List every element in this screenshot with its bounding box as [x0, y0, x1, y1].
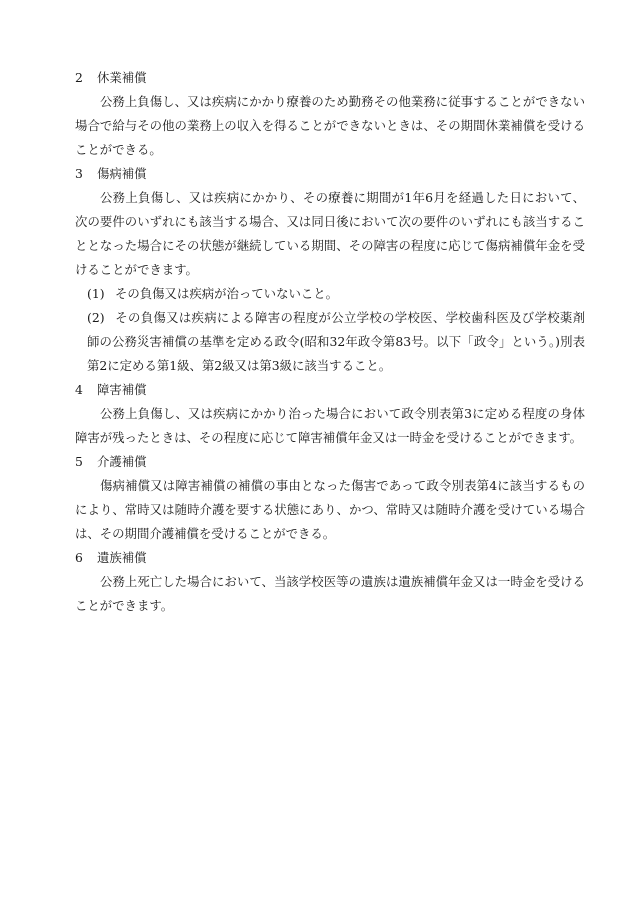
item-number: (1) — [87, 286, 105, 301]
section-paragraph: 公務上死亡した場合において、当該学校医等の遺族は遺族補償年金又は一時金を受けることができます。 — [75, 574, 585, 613]
section-paragraph: 公務上負傷し、又は疾病にかかり療養のため勤務その他業務に従事することができない場合で給与その他の業務上の収入を得ることができないときは、その期間休業補償を受けることができる。 — [75, 94, 585, 157]
section-title: 障害補償 — [97, 382, 147, 397]
section-kyugyo-hosho — [75, 66, 585, 162]
section-heading — [75, 162, 585, 186]
section-number: 5 — [75, 454, 83, 469]
section-heading — [75, 450, 585, 474]
section-title: 傷病補償 — [97, 166, 147, 181]
section-kaigo-hosho — [75, 450, 585, 546]
section-heading — [75, 66, 585, 90]
item-text: その負傷又は疾病による障害の程度が公立学校の学校医、学校歯科医及び学校薬剤師の公務災害補償の基準を定める政令(昭和32年政令第83号。以下「政令」という。)別表第2に定める第1級、第2級又は第3級に該当すること。 — [87, 310, 585, 373]
section-title: 遺族補償 — [97, 550, 147, 565]
section-number: 6 — [75, 550, 83, 565]
item-number: (2) — [87, 310, 105, 325]
section-paragraph: 公務上負傷し、又は疾病にかかり治った場合において政令別表第3に定める程度の身体障害が残ったときは、その程度に応じて障害補償年金又は一時金を受けることができます。 — [75, 406, 585, 445]
document-body — [75, 66, 585, 618]
section-izoku-hosho — [75, 546, 585, 618]
section-number: 3 — [75, 166, 83, 181]
section-shobyo-hosho — [75, 162, 585, 378]
requirement-item — [75, 306, 585, 378]
section-paragraph: 公務上負傷し、又は疾病にかかり、その療養に期間が1年6月を経過した日において、次の要件のいずれにも該当する場合、又は同日後において次の要件のいずれにも該当することとなった場合にその状態が継続している期間、その障害の程度に応じて傷病補償年金を受けることができます。 — [75, 190, 585, 277]
section-heading — [75, 546, 585, 570]
section-number: 2 — [75, 70, 83, 85]
section-paragraph: 傷病補償又は障害補償の補償の事由となった傷害であって政令別表第4に該当するものにより、常時又は随時介護を要する状態にあり、かつ、常時又は随時介護を受けている場合は、その期間介護補償を受けることができる。 — [75, 478, 585, 541]
section-title: 介護補償 — [97, 454, 147, 469]
section-number: 4 — [75, 382, 83, 397]
item-text: その負傷又は疾病が治っていないこと。 — [115, 286, 339, 301]
section-heading — [75, 378, 585, 402]
section-title: 休業補償 — [97, 70, 147, 85]
section-shogai-hosho — [75, 378, 585, 450]
requirement-item — [75, 282, 585, 306]
